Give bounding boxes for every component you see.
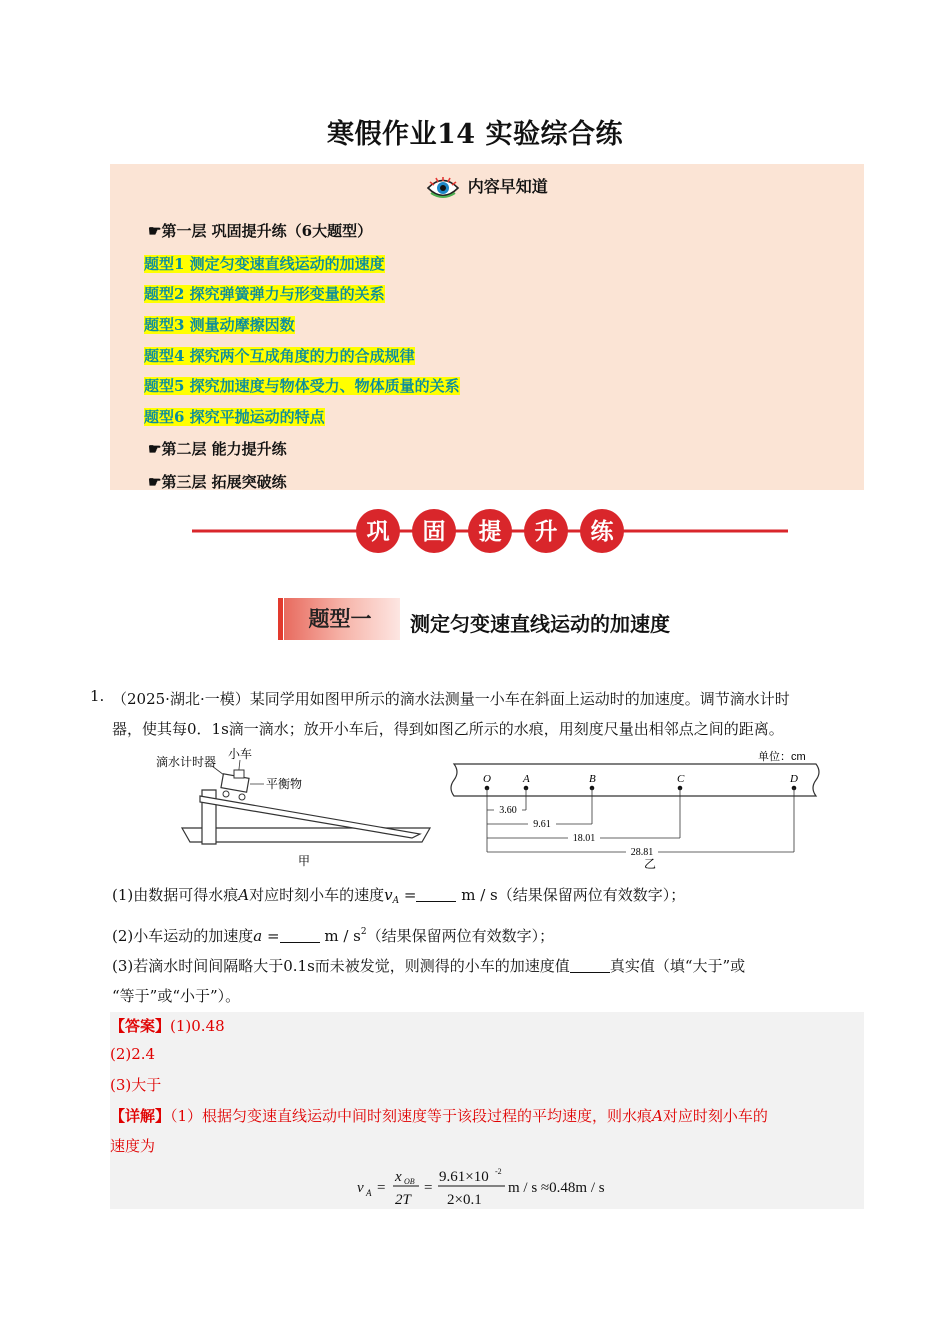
- point-O-label: O: [483, 773, 491, 785]
- toc-topic-2[interactable]: 题型2 探究弹簧弹力与形变量的关系: [144, 285, 385, 303]
- caption-yi: 乙: [644, 857, 657, 870]
- toc-level-3[interactable]: ☛第三层 拓展突破练: [148, 473, 287, 491]
- point-D-label: D: [790, 773, 798, 785]
- svg-text:m / s ≈0.48m / s: m / s ≈0.48m / s: [508, 1180, 605, 1196]
- answer-line-3: (3)大于: [110, 1076, 162, 1094]
- dist-OB: 9.61: [533, 819, 551, 830]
- dist-OD: 28.81: [630, 847, 654, 858]
- question-number: 1.: [90, 687, 105, 705]
- banner-circle-4: [524, 509, 568, 553]
- svg-text:=: =: [424, 1180, 433, 1196]
- eye-icon: [426, 177, 460, 199]
- banner-char-2: 固: [422, 519, 446, 545]
- caption-jia: 甲: [298, 854, 311, 868]
- label-car: 小车: [228, 747, 253, 761]
- section-banner: [190, 505, 790, 557]
- topic-tag-text: 题型一: [308, 607, 372, 631]
- banner-char-5: 练: [590, 519, 614, 545]
- toc-level-1[interactable]: ☛第一层 巩固提升练（6大题型）: [148, 222, 373, 240]
- svg-text:OB: OB: [404, 1177, 415, 1186]
- point-B-label: B: [589, 773, 596, 785]
- document-title: 寒假作业14 实验综合练: [327, 119, 623, 150]
- dist-OC: 18.01: [572, 833, 596, 844]
- svg-text:x: x: [395, 1169, 402, 1185]
- contents-heading: [110, 174, 864, 199]
- banner-char-3: 提: [478, 519, 502, 545]
- svg-text:=: =: [377, 1180, 386, 1196]
- detail-line-1: 【详解】（1）根据匀变速直线运动中间时刻速度等于该段过程的平均速度，则水痕A对应时刻小车的: [110, 1107, 768, 1125]
- label-weight: 平衡物: [266, 777, 303, 791]
- banner-circle-3: [468, 509, 512, 553]
- answer-blank-1[interactable]: [416, 885, 456, 902]
- tape-unit: 单位：cm: [758, 751, 806, 763]
- answer-blank-3[interactable]: [570, 956, 610, 973]
- contents-panel: [110, 164, 864, 490]
- topic-title: 测定匀变速直线运动的加速度: [410, 612, 670, 636]
- topic-tag: [278, 598, 400, 640]
- figure-incline: [150, 742, 435, 870]
- dist-OA: 3.60: [499, 805, 517, 816]
- velocity-formula: [355, 1164, 625, 1210]
- svg-text:2T: 2T: [395, 1192, 411, 1208]
- question-line-1: （2025·湖北·一模）某同学用如图甲所示的滴水法测量一小车在斜面上运动时的加速度。调节滴水计时: [112, 690, 790, 708]
- detail-line-2: 速度为: [110, 1137, 156, 1155]
- svg-text:2×0.1: 2×0.1: [447, 1192, 482, 1208]
- svg-text:v: v: [357, 1180, 364, 1196]
- sub-question-3-cont: “等于”或“小于”）。: [112, 987, 241, 1005]
- answer-line-1: 【答案】(1)0.48: [110, 1017, 225, 1035]
- question-line-2: 器，使其每0．1s滴一滴水；放开小车后，得到如图乙所示的水痕，用刻度尺量出相邻点之间的距离。: [112, 720, 784, 738]
- banner-char-1: 巩: [366, 519, 390, 545]
- svg-text:A: A: [366, 1188, 372, 1198]
- toc-topic-1[interactable]: 题型1 测定匀变速直线运动的加速度: [144, 255, 385, 273]
- answer-blank-2[interactable]: [280, 926, 320, 943]
- figure-tape: [446, 748, 826, 870]
- point-C-label: C: [677, 773, 685, 785]
- toc-topic-5[interactable]: 题型5 探究加速度与物体受力、物体质量的关系: [144, 377, 460, 395]
- toc-topic-4[interactable]: 题型4 探究两个互成角度的力的合成规律: [144, 347, 415, 365]
- point-A-label: A: [523, 773, 530, 785]
- svg-text:-2: -2: [495, 1167, 502, 1176]
- contents-heading-text: 内容早知道: [467, 177, 548, 196]
- toc-topic-6[interactable]: 题型6 探究平抛运动的特点: [144, 408, 325, 426]
- banner-circle-5: [580, 509, 624, 553]
- sub-question-1: (1)由数据可得水痕A对应时刻小车的速度$v_A = m / s$（结果保留两位有效数字）；: [112, 886, 686, 906]
- svg-text:9.61×10: 9.61×10: [439, 1169, 489, 1185]
- banner-circle-1: [356, 509, 400, 553]
- answer-line-2: (2)2.4: [110, 1045, 156, 1063]
- banner-circle-2: [412, 509, 456, 553]
- toc-topic-3[interactable]: 题型3 测量动摩擦因数: [144, 316, 295, 334]
- sub-question-3: (3)若滴水时间间隔略大于0.1s而未被发觉，则测得的小车的加速度值 真实值（填“大于”或: [112, 957, 746, 975]
- sub-question-2: (2)小车运动的加速度$a = m / s^2$（结果保留两位有效数字）；: [112, 927, 555, 945]
- toc-level-2[interactable]: ☛第二层 能力提升练: [148, 440, 287, 458]
- banner-char-4: 升: [534, 519, 558, 545]
- label-timer: 滴水计时器: [156, 755, 217, 769]
